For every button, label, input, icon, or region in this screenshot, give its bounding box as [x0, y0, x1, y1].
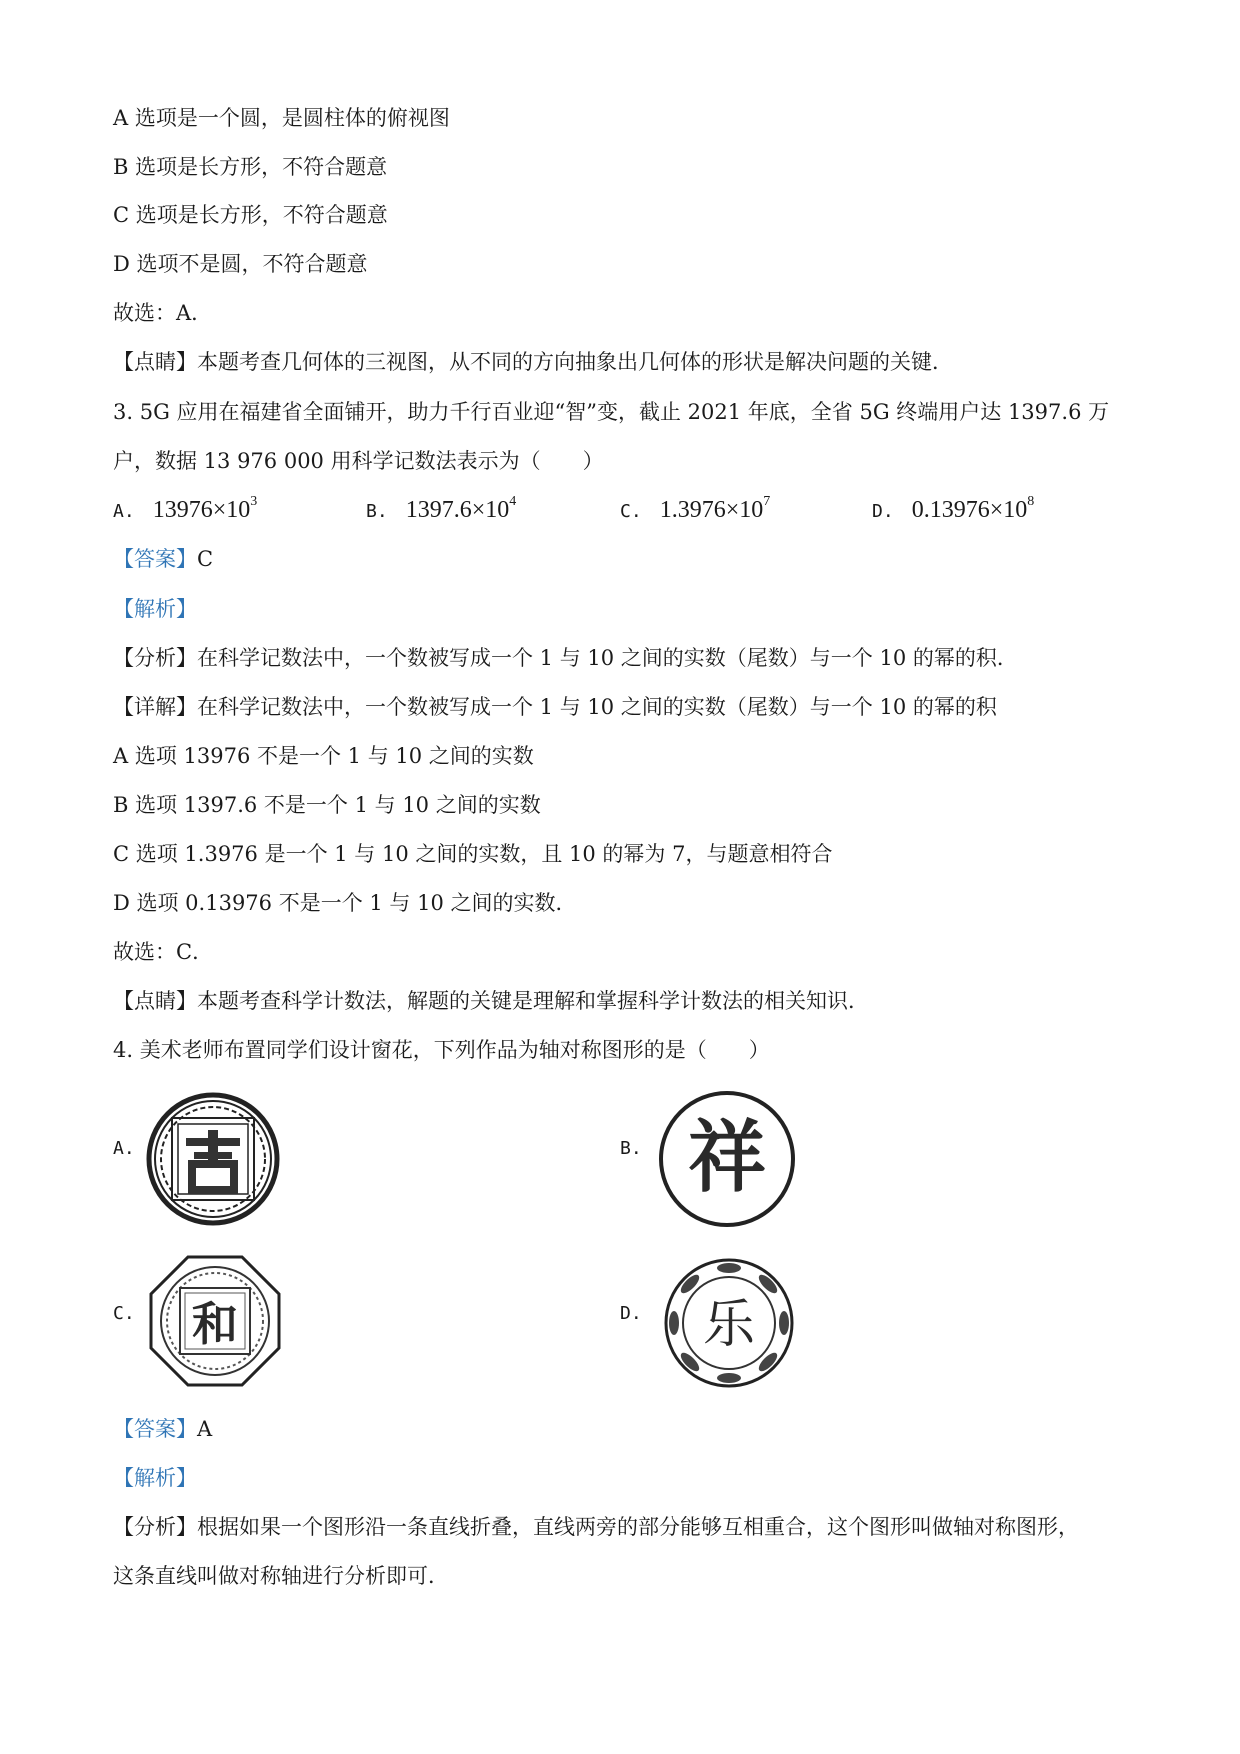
- option-c: C. $1.3976\times 10^7$: [620, 494, 771, 523]
- question-3-line1: 3. 5G 应用在福建省全面铺开，助力千行百业迎“智”变，截止 2021 年底，全省 5G 终端用户达 1397.6 万: [113, 400, 1110, 424]
- figure-d-label: D.: [620, 1303, 642, 1324]
- text-line: A 选项 13976 不是一个 1 与 10 之间的实数: [113, 744, 534, 768]
- question-3-line2: 户，数据 13 976 000 用科学记数法表示为（ ）: [113, 449, 604, 473]
- text-line: D 选项 0.13976 不是一个 1 与 10 之间的实数．: [113, 891, 577, 915]
- analysis-4-tag: 【解析】: [113, 1466, 197, 1490]
- question-4: 4. 美术老师布置同学们设计窗花，下列作品为轴对称图形的是（ ）: [113, 1038, 770, 1062]
- text-line: C 选项 1.3976 是一个 1 与 10 之间的实数，且 10 的幂为 7，与题意相符合: [113, 842, 833, 866]
- text-line: A 选项是一个圆，是圆柱体的俯视图: [113, 106, 450, 130]
- figure-a-label: A.: [113, 1138, 135, 1159]
- option-a: A. $13976\times 10^3$: [113, 494, 258, 523]
- window-flower-ji-image: [146, 1092, 280, 1226]
- question-3-options: [0, 494, 1240, 534]
- text-line: 故选：C．: [113, 940, 214, 964]
- text-line: 【分析】根据如果一个图形沿一条直线折叠，直线两旁的部分能够互相重合，这个图形叫做轴对称图形，: [113, 1515, 1079, 1539]
- text-line: 这条直线叫做对称轴进行分析即可．: [113, 1564, 449, 1588]
- text-line: B 选项 1397.6 不是一个 1 与 10 之间的实数: [113, 793, 541, 817]
- text-line: 【详解】在科学记数法中，一个数被写成一个 1 与 10 之间的实数（尾数）与一个 10 的幂的积: [113, 695, 997, 719]
- text-line: 【点睛】本题考查科学计数法，解题的关键是理解和掌握科学计数法的相关知识．: [113, 989, 869, 1013]
- answer-3: 【答案】C: [113, 547, 214, 571]
- text-line: 【分析】在科学记数法中，一个数被写成一个 1 与 10 之间的实数（尾数）与一个 10 的幂的积．: [113, 646, 1018, 670]
- text-line: 【点睛】本题考查几何体的三视图，从不同的方向抽象出几何体的形状是解决问题的关键．: [113, 350, 953, 374]
- window-flower-le-image: [660, 1254, 798, 1392]
- answer-4: 【答案】A: [113, 1417, 213, 1441]
- text-line: C 选项是长方形，不符合题意: [113, 203, 388, 227]
- text-line: D 选项不是圆，不符合题意: [113, 252, 368, 276]
- text-line: 故选：A．: [113, 301, 213, 325]
- text-line: B 选项是长方形，不符合题意: [113, 155, 388, 179]
- character-he: 和: [192, 1297, 238, 1351]
- figure-b-label: B.: [620, 1138, 642, 1159]
- analysis-3-tag: 【解析】: [113, 597, 197, 621]
- window-flower-xiang-image: [658, 1090, 796, 1228]
- option-b: B. $1397.6\times 10^4$: [366, 494, 517, 523]
- window-flower-he-image: [148, 1254, 282, 1388]
- option-d: D. $0.13976\times 10^8$: [872, 494, 1035, 523]
- figure-c-label: C.: [113, 1303, 135, 1324]
- character-xiang: 祥: [687, 1113, 767, 1203]
- character-le: 乐: [702, 1295, 756, 1355]
